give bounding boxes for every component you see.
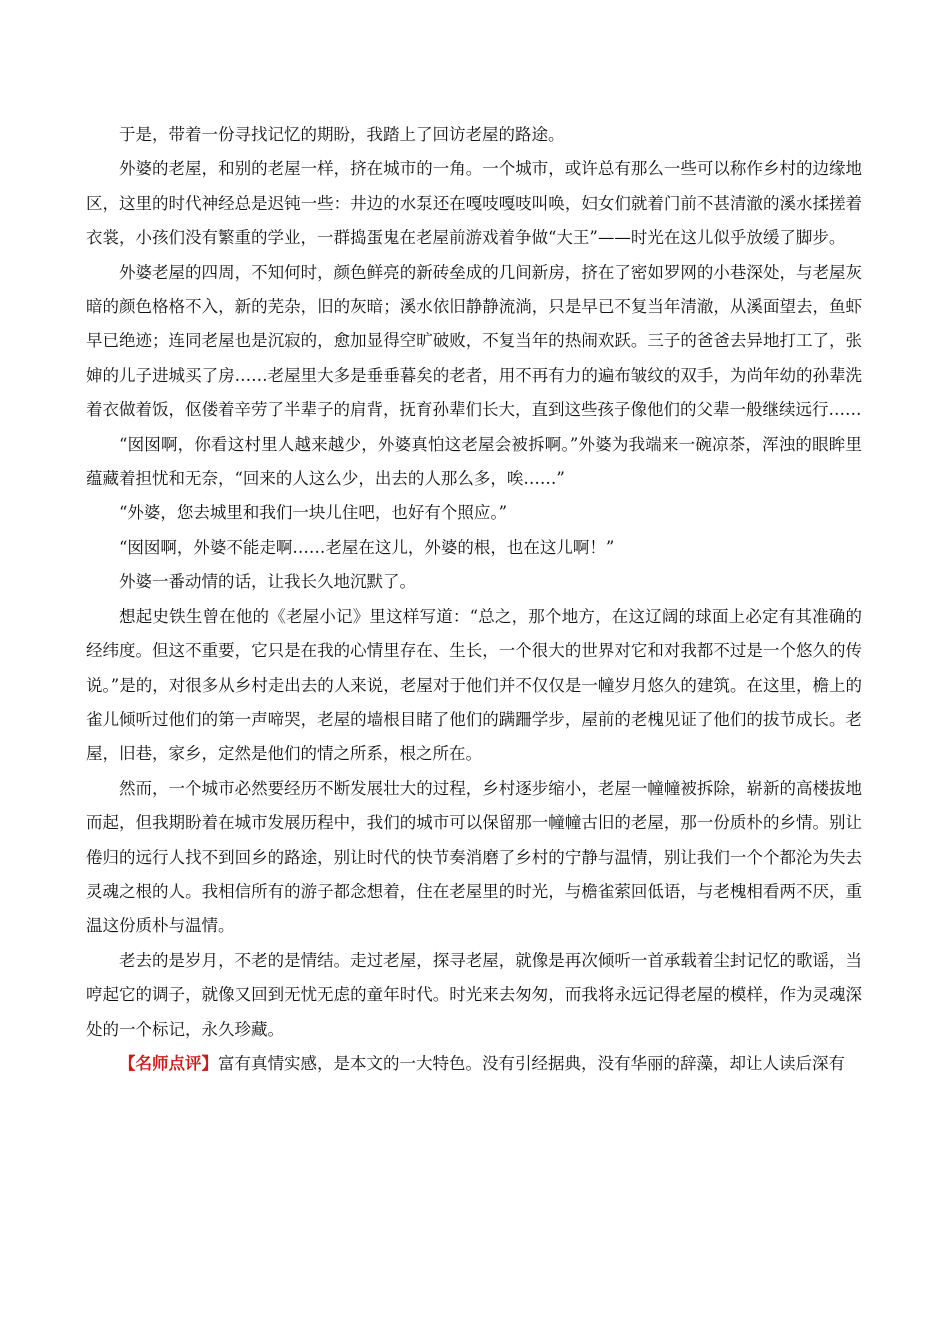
teacher-comment [86,1047,862,1081]
paragraph-6: “囡囡啊，外婆不能走啊……老屋在这儿，外婆的根，也在这儿啊！” [119,537,615,557]
paragraph-7: 外婆一番动情的话，让我长久地沉默了。 [119,572,416,592]
paragraph-1: 于是，带着一份寻找记忆的期盼，我踏上了回访老屋的路途。 [119,125,565,144]
paragraph-5: “外婆，您去城里和我们一块儿住吧，也好有个照应。” [119,503,508,523]
paragraph-2: 外婆的老屋，和别的老屋一样，挤在城市的一角。一个城市，或许总有那么一些可以称作乡村的边缘地区，这里的时代神经总是迟钝一些：井边的水泵还在嘎吱嘎吱叫唤，妇女们就着门前不甚清澈的溪水揉搓着衣裳，小孩们没有繁重的学业，一群捣蛋鬼在老屋前游戏着争做“大王”——时光在这儿似乎放缓了脚步。 [86,159,862,248]
paragraph-10: 老去的是岁月，不老的是情结。走过老屋，探寻老屋，就像是再次倾听一首承载着尘封记忆的歌谣，当哼起它的调子，就像又回到无忧无虑的童年时代。时光来去匆匆，而我将永远记得老屋的模样，作为灵魂深处的一个标记，永久珍藏。 [86,950,862,1039]
paragraph-9: 然而，一个城市必然要经历不断发展壮大的过程，乡村逐步缩小，老屋一幢幢被拆除，崭新的高楼拔地而起，但我期盼着在城市发展历程中，我们的城市可以保留那一幢幢古旧的老屋，那一份质朴的乡情。别让倦归的远行人找不到回乡的路途，别让时代的快节奏消磨了乡村的宁静与温情，别让我们一个个都沦为失去灵魂之根的人。我相信所有的游子都念想着，住在老屋里的时光，与檐雀萦回低语，与老槐相看两不厌，重温这份质朴与温情。 [86,778,862,936]
paragraph-3: 外婆老屋的四周，不知何时，颜色鲜亮的新砖垒成的几间新房，挤在了密如罗网的小巷深处，与老屋灰暗的颜色格格不入，新的芜杂，旧的灰暗；溪水依旧静静流淌，只是早已不复当年清澈，从溪面望去，鱼虾早已绝迹；连同老屋也是沉寂的，愈加显得空旷破败，不复当年的热闹欢跃。三子的爸爸去异地打工了，张婶的儿子进城买了房……老屋里大多是垂垂暮矣的老者，用不再有力的遍布皱纹的双手，为尚年幼的孙辈洗着衣做着饭，伛偻着辛劳了半辈子的肩背，抚育孙辈们长大，直到这些孩子像他们的父辈一般继续远行…… [86,262,862,420]
document-body [86,118,862,1081]
paragraph-4: “囡囡啊，你看这村里人越来越少，外婆真怕这老屋会被拆啊。”外婆为我端来一碗凉茶，浑浊的眼眸里蕴藏着担忧和无奈，“回来的人这么少，出去的人那么多，唉……” [86,434,862,489]
teacher-comment-label: 【名师点评】 [119,1053,218,1073]
paragraph-8: 想起史铁生曾在他的《老屋小记》里这样写道：“总之，那个地方，在这辽阔的球面上必定有其准确的经纬度。但这不重要，它只是在我的心情里存在、生长，一个很大的世界对它和对我都不过是一个悠久的传说。”是的，对很多从乡村走出去的人来说，老屋对于他们并不仅仅是一幢岁月悠久的建筑。在这里，檐上的雀儿倾听过他们的第一声啼哭，老屋的墙根目睹了他们的蹒跚学步，屋前的老槐见证了他们的拔节成长。老屋，旧巷，家乡，定然是他们的情之所系，根之所在。 [86,606,862,764]
teacher-comment-text: 富有真情实感，是本文的一大特色。没有引经据典，没有华丽的辞藻，却让人读后深有 [218,1053,845,1073]
